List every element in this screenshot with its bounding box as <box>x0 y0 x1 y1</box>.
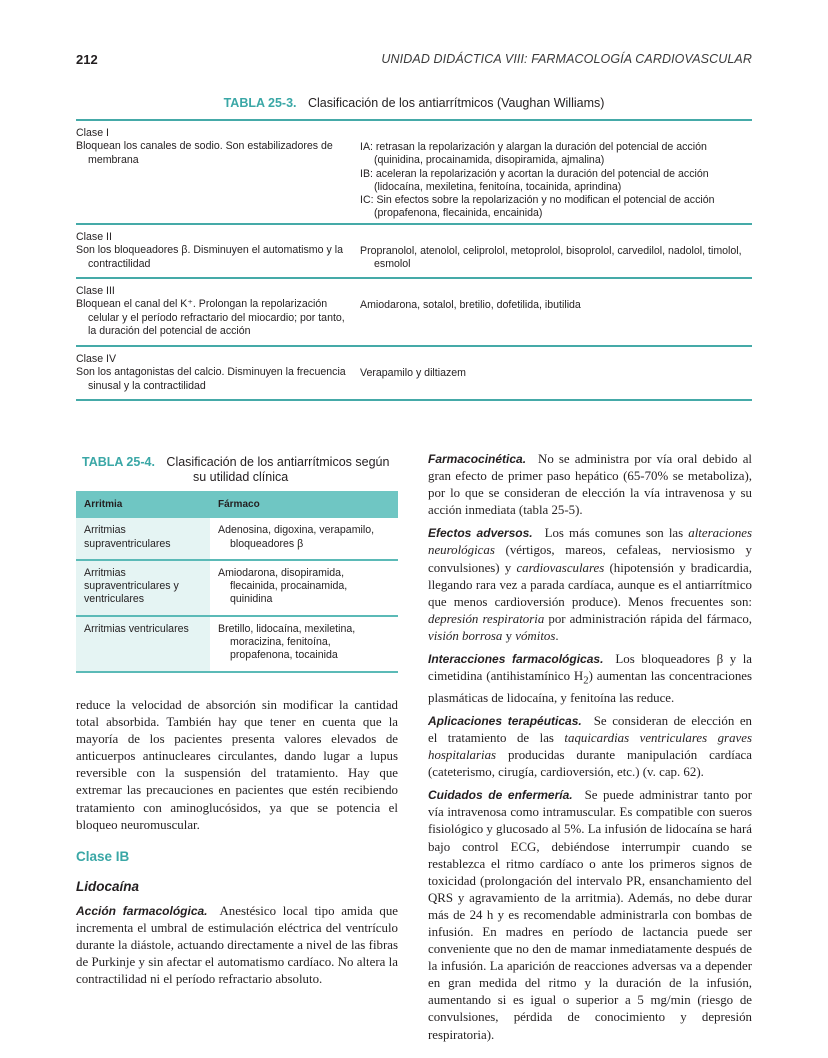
paragraph-text: Anestésico local tipo amida que incrementa el umbral de estimulación eléctrica del ventrículo durante la diástole, actuando directamente a nivel de las fibras de Purkinje y sin afectar el automatismo cardíaco. No altera la contractilidad ni el período refractario absoluto. <box>76 904 398 987</box>
table-row <box>76 347 752 401</box>
drug-list: Verapamilo y diltiazem <box>360 367 466 379</box>
paragraph-text: Se puede administrar tanto por vía intravenosa como intramuscular. Es compatible con sueros fisiológico y glucosado al 5%. La infusión de lidocaína se hará bajo control ECG, debiéndose interrumpir cuando se restablezca el ritmo cardíaco o ante los primeros signos de toxicidad (prolongación del intervalo PR, ensanchamiento del QRS y agravamiento de la arritmia). Además, no debe durar más de 24 h y es recomendable administrarla con bombas de infusión. En madres en período de lactancia puede ser conveniente que no den de mamar inmediatamente después de la infusión. La aparición de reacciones adversas va a depender en gran medida del ritmo y la duración de la infusión, aumentando si es igual o superior a 5 mg/min (riesgo de convulsiones, pérdida de conocimiento y depresión respiratoria). <box>428 788 752 1042</box>
efectos-adversos-paragraph <box>428 525 752 645</box>
table-25-4-title-line2: su utilidad clínica <box>193 470 289 484</box>
page-number: 212 <box>76 52 98 67</box>
run-in-heading: Aplicaciones terapéuticas. <box>428 713 582 728</box>
arrhythmia-cell: Arritmias ventriculares <box>84 622 189 635</box>
italic-term: vómitos <box>515 628 556 643</box>
table-25-4-title-line1: Clasificación de los antiarrítmicos según <box>166 455 390 469</box>
table-25-4-caption <box>76 455 398 485</box>
drug-list: IA: retrasan la repolarización y alargan la duración del potencial de acción (quinidina, procainamida, disopiramida, ajmalina) <box>360 141 707 167</box>
italic-term: alteraciones neurológicas <box>428 526 753 558</box>
table-25-3-label: TABLA 25-3. <box>223 96 297 110</box>
paragraph-text: Se consideran de elección en el tratamiento de las <box>428 713 753 745</box>
table-25-3 <box>76 119 752 401</box>
running-head: UNIDAD DIDÁCTICA VIII: FARMACOLOGÍA CARDIOVASCULAR <box>381 52 752 66</box>
drug-cell: Adenosina, digoxina, verapamilo, bloqueadores β <box>218 524 375 550</box>
class-description: Bloquean los canales de sodio. Son estabilizadores de membrana <box>76 140 333 166</box>
accion-farmacologica-paragraph <box>76 903 398 988</box>
italic-term: visión borrosa <box>428 628 503 643</box>
class-description: Son los antagonistas del calcio. Disminuyen la frecuencia sinusal y la contractilidad <box>76 366 346 392</box>
run-in-heading: Farmacocinética. <box>428 452 527 466</box>
left-column-paragraph: reduce la velocidad de absorción sin modificar la cantidad total absorbida. También hay que tener en cuenta que la mayoría de los pacientes presenta valores elevados de anticuerpos antinucleares circulantes, dando lugar a lupus reversible con la suspensión del tratamiento. Hay que extremar las precauciones en pacientes que estén recibiendo tratamiento con aminoglucósidos, ya que se potencia el bloqueo neuromuscular. <box>76 698 398 832</box>
italic-term: depresión respiratoria <box>428 611 545 626</box>
table-row <box>76 279 752 347</box>
run-in-heading: Cuidados de enfermería. <box>428 788 573 803</box>
run-in-heading: Efectos adversos. <box>428 526 533 541</box>
class-description: Bloquean el canal del K⁺. Prolongan la repolarización celular y el período refractario del miocardio; por tanto, la duración del potencial de acción <box>76 298 345 337</box>
table-25-4 <box>76 491 398 673</box>
table-25-3-title: Clasificación de los antiarrítmicos (Vaughan Williams) <box>308 96 605 110</box>
paragraph-text: y <box>502 628 516 643</box>
table-header-row <box>76 491 398 518</box>
paragraph-text: por administración rápida del fármaco, <box>544 611 752 626</box>
drug-cell: Bretillo, lidocaína, mexiletina, moracizina, fenitoína, propafenona, tocainida <box>218 622 356 662</box>
table-row <box>76 225 752 279</box>
italic-term: cardiovasculares <box>516 560 605 575</box>
class-name: Clase II <box>76 231 112 243</box>
paragraph-text: producidas durante manipulación cardíaca (cateterismo, cirugía, cardioversión, etc.) (v. cap. 62). <box>428 748 752 780</box>
section-heading-clase-ib: Clase IB <box>76 849 130 864</box>
drug-list: IC: Sin efectos sobre la repolarización y no modifican el potencial de acción (propafenona, flecainida, encainida) <box>360 194 715 220</box>
arrhythmia-cell: Arritmias supraventriculares <box>84 524 171 550</box>
subsection-heading-lidocaina: Lidocaína <box>76 879 140 894</box>
paragraph-text: (vértigos, mareos, cefaleas, nerviosismo y convulsiones) y <box>428 543 752 575</box>
class-name: Clase IV <box>76 353 117 365</box>
paragraph-text: No se administra por vía oral debido al gran efecto de primer paso hepático (65-70% se metaboliza), por lo que se consideran de elección la vía intravenosa y su acción inmediata (tabla 25-5). <box>428 452 752 518</box>
paragraph-text: Los más comunes son las <box>544 526 689 541</box>
table-25-3-caption <box>76 96 752 110</box>
column-header-drug: Fármaco <box>210 491 398 518</box>
run-in-heading: Interacciones farmacológicas. <box>428 652 604 667</box>
drug-list: Amiodarona, sotalol, bretilio, dofetilida, ibutilida <box>360 299 581 311</box>
cuidados-paragraph <box>428 787 752 1043</box>
paragraph-text: . <box>555 628 559 643</box>
table-25-4-label: TABLA 25-4. <box>82 455 155 469</box>
right-column <box>428 451 752 1050</box>
table-row <box>76 616 398 672</box>
drug-list: Propranolol, atenolol, celiprolol, metoprolol, bisoprolol, carvedilol, nadolol, timolol, esmolol <box>360 245 742 271</box>
run-in-heading: Acción farmacológica. <box>76 904 208 918</box>
farmacocinetica-paragraph <box>428 451 752 519</box>
table-row <box>76 560 398 616</box>
arrhythmia-cell: Arritmias supraventriculares y ventriculares <box>84 566 179 606</box>
class-name: Clase III <box>76 285 115 297</box>
table-row <box>76 518 398 560</box>
class-name: Clase I <box>76 127 109 139</box>
class-description: Son los bloqueadores β. Disminuyen el automatismo y la contractilidad <box>76 244 343 270</box>
subscript: 2 <box>583 674 589 687</box>
paragraph-text: Los bloqueadores β y la cimetidina (antihistamínico H <box>428 652 752 684</box>
aplicaciones-paragraph <box>428 713 752 781</box>
drug-list: IB: aceleran la repolarización y acortan la duración del potencial de acción (lidocaína, mexiletina, fenitoína, tocainida, aprindina) <box>360 167 709 193</box>
paragraph-text: ) aumentan las concentraciones plasmáticas de lidocaína, y fenitoína las reduce. <box>428 669 753 705</box>
italic-term: taquicardias ventriculares graves hospitalarias <box>428 730 752 763</box>
paragraph-text: (hipotensión y bradicardia, llegando rara vez a parada cardíaca, aunque es el antiarrítmico que menos cardioversión produce). Menos frecuentes son: <box>428 560 752 609</box>
drug-cell: Amiodarona, disopiramida, flecainida, procainamida, quinidina <box>218 566 348 606</box>
column-header-arrhythmia: Arritmia <box>76 491 210 518</box>
interacciones-paragraph <box>428 651 752 707</box>
table-row <box>76 121 752 225</box>
